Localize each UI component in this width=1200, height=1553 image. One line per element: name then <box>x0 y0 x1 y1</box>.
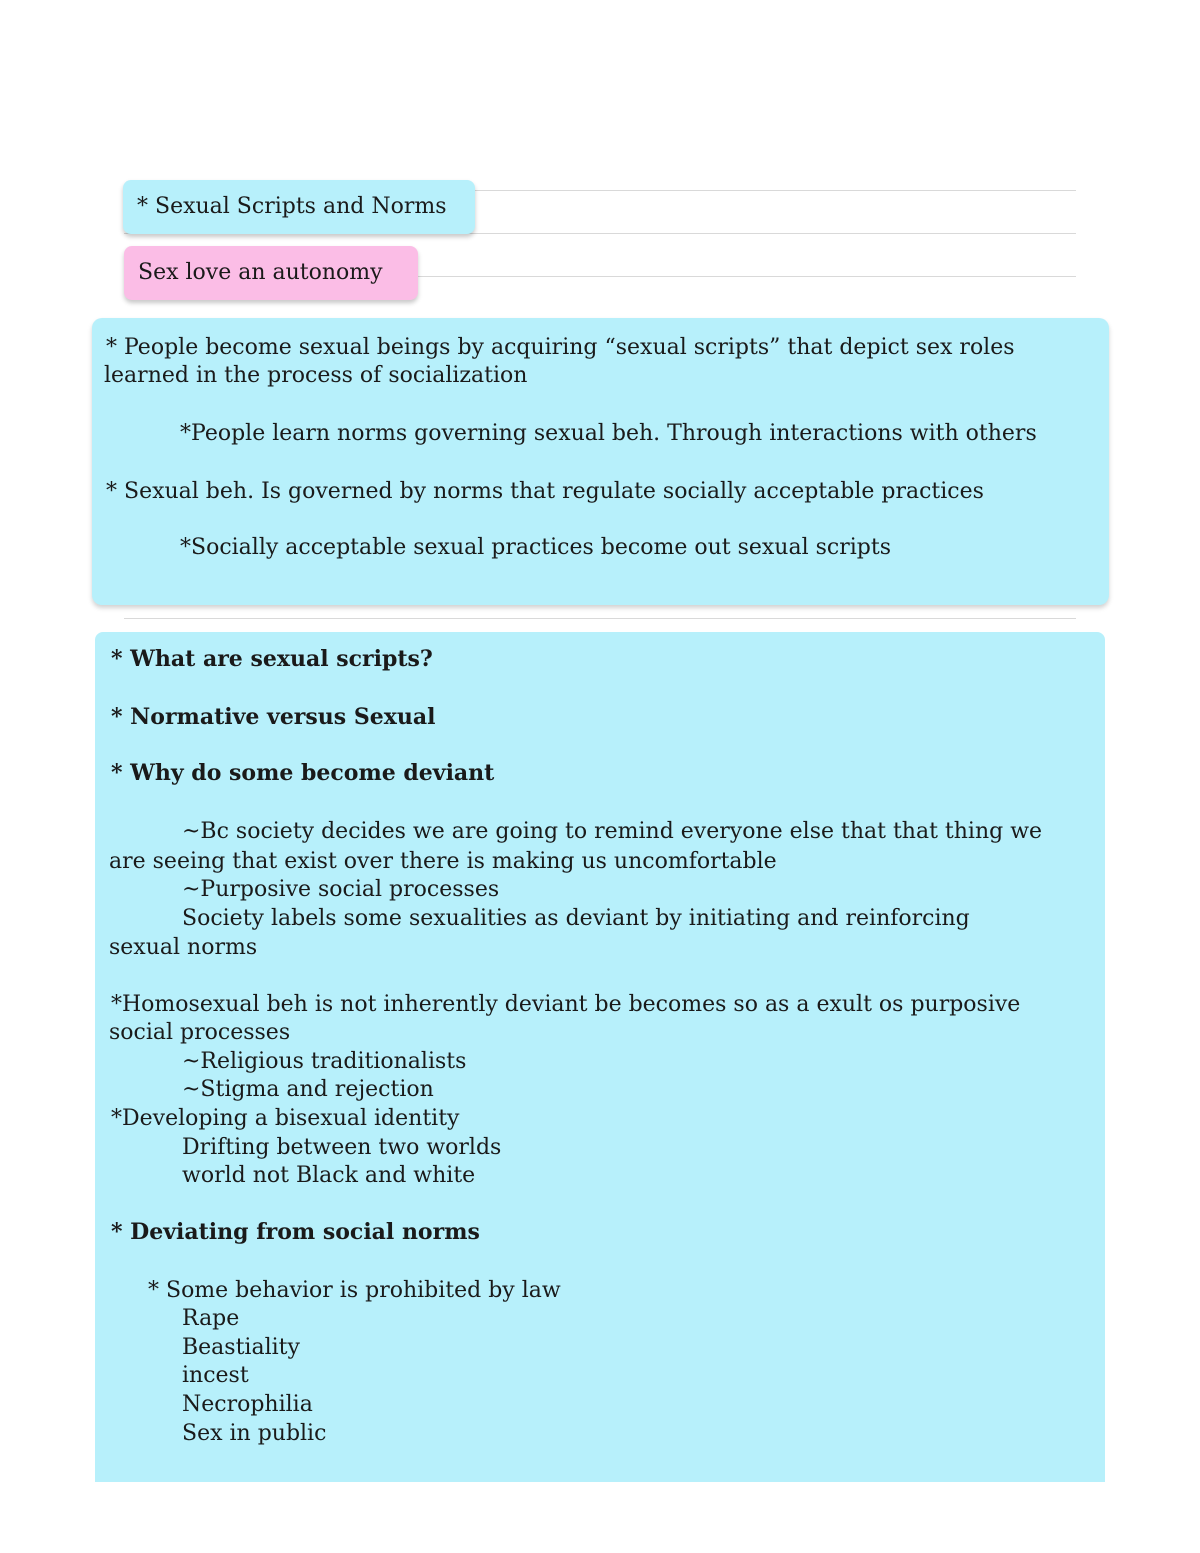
note-text: Drifting between two worlds <box>182 1135 502 1160</box>
note-text: * People become sexual beings by acquiring “sexual scripts” that depict sex roles <box>106 335 1015 360</box>
note-text: are seeing that exist over there is making us uncomfortable <box>109 849 777 874</box>
note-text: *Homosexual beh is not inherently deviant be becomes so as a exult os purposive <box>111 992 1021 1017</box>
note-text: * Some behavior is prohibited by law <box>148 1278 561 1303</box>
note-text: * Sexual beh. Is governed by norms that regulate socially acceptable practices <box>106 479 984 504</box>
note-text: ~Purposive social processes <box>182 877 500 902</box>
tag-sex-love-autonomy[interactable]: Sex love an autonomy <box>124 246 418 300</box>
note-text: sexual norms <box>109 935 258 960</box>
note-text: *Socially acceptable sexual practices become out sexual scripts <box>180 535 892 560</box>
list-item: Necrophilia <box>182 1392 313 1417</box>
note-heading: * Deviating from social norms <box>111 1219 480 1245</box>
list-item: Beastiality <box>182 1335 300 1360</box>
note-text: ~Religious traditionalists <box>182 1049 467 1074</box>
note-text: *Developing a bisexual identity <box>111 1106 460 1131</box>
list-item: incest <box>182 1363 249 1388</box>
note-text: Society labels some sexualities as deviant by initiating and reinforcing <box>182 906 970 931</box>
note-text: ~Stigma and rejection <box>182 1077 434 1102</box>
note-heading: * Normative versus Sexual <box>111 704 436 730</box>
note-text: ~Bc society decides we are going to remind everyone else that that thing we <box>182 819 1043 844</box>
note-text: social processes <box>109 1020 291 1045</box>
ruled-line <box>124 618 1076 619</box>
tag-sexual-scripts-norms[interactable]: * Sexual Scripts and Norms <box>123 180 475 234</box>
note-heading: * Why do some become deviant <box>111 760 495 786</box>
list-item: Rape <box>182 1306 240 1331</box>
list-item: Sex in public <box>182 1421 327 1446</box>
note-text: learned in the process of socialization <box>104 363 528 388</box>
note-text: world not Black and white <box>182 1163 476 1188</box>
note-text: *People learn norms governing sexual beh. Through interactions with others <box>180 421 1037 446</box>
note-heading: * What are sexual scripts? <box>111 646 433 672</box>
